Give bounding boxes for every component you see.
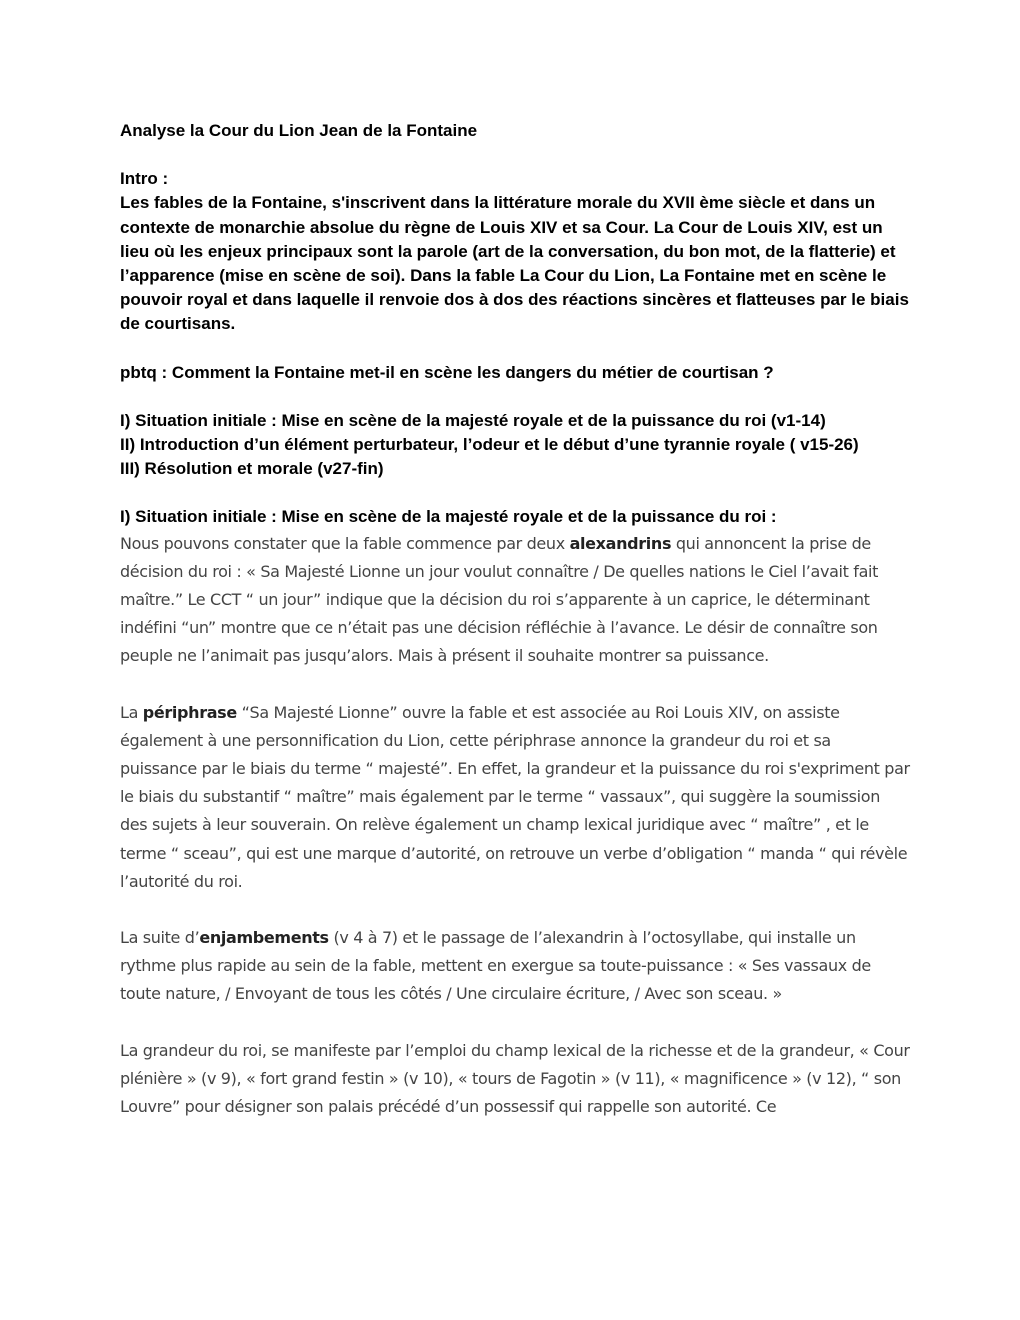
- section-heading: I) Situation initiale : Mise en scène de la majesté royale et de la puissance du roi :: [120, 507, 777, 527]
- bold-term-alexandrins: alexandrins: [569, 533, 672, 553]
- bold-term-enjambements: enjambements: [199, 928, 329, 948]
- plan-list: [120, 409, 910, 482]
- body-paragraph-3: [120, 924, 910, 1009]
- plan-item-2: II) Introduction d’un élément perturbateur, l’odeur et le début d’une tyrannie royale ( v15-26): [120, 435, 859, 455]
- bold-term-periphrase: périphrase: [142, 702, 237, 722]
- intro-paragraph: Les fables de la Fontaine, s'inscrivent dans la littérature morale du XVII ème siècle et dans un contexte de monarchie absolue du règne de Louis XIV et sa Cour. La Cour de Louis XIV, est un lieu où les enjeux principaux sont la parole (art de la conversation, du bon mot, de la flatterie) et l’apparence (mise en scène de soi). Dans la fable La Cour du Lion, La Fontaine met en scène le pouvoir royal et dans laquelle il renvoie dos à dos des réactions sincères et flatteuses par le biais de courtisans.: [120, 193, 909, 334]
- paragraph-text: La: [120, 702, 143, 722]
- body-paragraph-2: [120, 699, 910, 896]
- document-content: [120, 119, 910, 1149]
- document-title: Analyse la Cour du Lion Jean de la Fontaine: [120, 121, 478, 140]
- paragraph-text: “Sa Majesté Lionne” ouvre la fable et est associée au Roi Louis XIV, on assiste également à une personnification du Lion, cette périphrase annonce la grandeur du roi et sa puissance par le biais du terme “ majesté”. En effet, la grandeur et la puissance du roi s'expriment par le biais du substantif “ maître” mais également par le terme “ vassaux”, qui suggère la soumission des sujets à leur souverain. On relève également un champ lexical juridique avec “ maître” , et le terme “ sceau”, qui est une marque d’autorité, on retrouve un verbe d’obligation “ manda “ qui révèle l’autorité du roi.: [120, 702, 910, 891]
- paragraph-text: qui annoncent la prise de décision du roi : « Sa Majesté Lionne un jour voulut connaître / De quelles nations le Ciel l’avait fait maître.” Le CCT “ un jour” indique que la décision du roi s’apparente à un caprice, le déterminant indéfini “un” montre que ce n’était pas une décision réfléchie à l’avance. Le désir de connaître son peuple ne l’animait pas jusqu’alors. Mais à présent il souhaite montrer sa puissance.: [120, 533, 879, 666]
- body-paragraph-4: La grandeur du roi, se manifeste par l’emploi du champ lexical de la richesse et de la grandeur, « Cour plénière » (v 9), « fort grand festin » (v 10), « tours de Fagotin » (v 11), « magnificence » (v 12), “ son Louvre” pour désigner son palais précédé d’un possessif qui rappelle son autorité. Ce: [120, 1040, 910, 1117]
- paragraph-text: (v 4 à 7) et le passage de l’alexandrin à l’octosyllabe, qui installe un rythme plus rapide au sein de la fable, mettent en exergue sa toute-puissance : « Ses vassaux de toute nature, / Envoyant de tous les côtés / Une circulaire écriture, / Avec son sceau. »: [120, 928, 871, 1004]
- problematique: pbtq : Comment la Fontaine met-il en scène les dangers du métier de courtisan ?: [120, 362, 774, 382]
- paragraph-text: Nous pouvons constater que la fable commence par deux: [120, 533, 570, 553]
- plan-item-3: III) Résolution et morale (v27-fin): [120, 459, 384, 479]
- plan-item-1: I) Situation initiale : Mise en scène de la majesté royale et de la puissance du roi (v1-14): [120, 410, 826, 430]
- body-paragraph-1: [120, 530, 910, 671]
- intro-label: Intro :: [120, 169, 169, 189]
- paragraph-text: La suite d’: [120, 928, 200, 948]
